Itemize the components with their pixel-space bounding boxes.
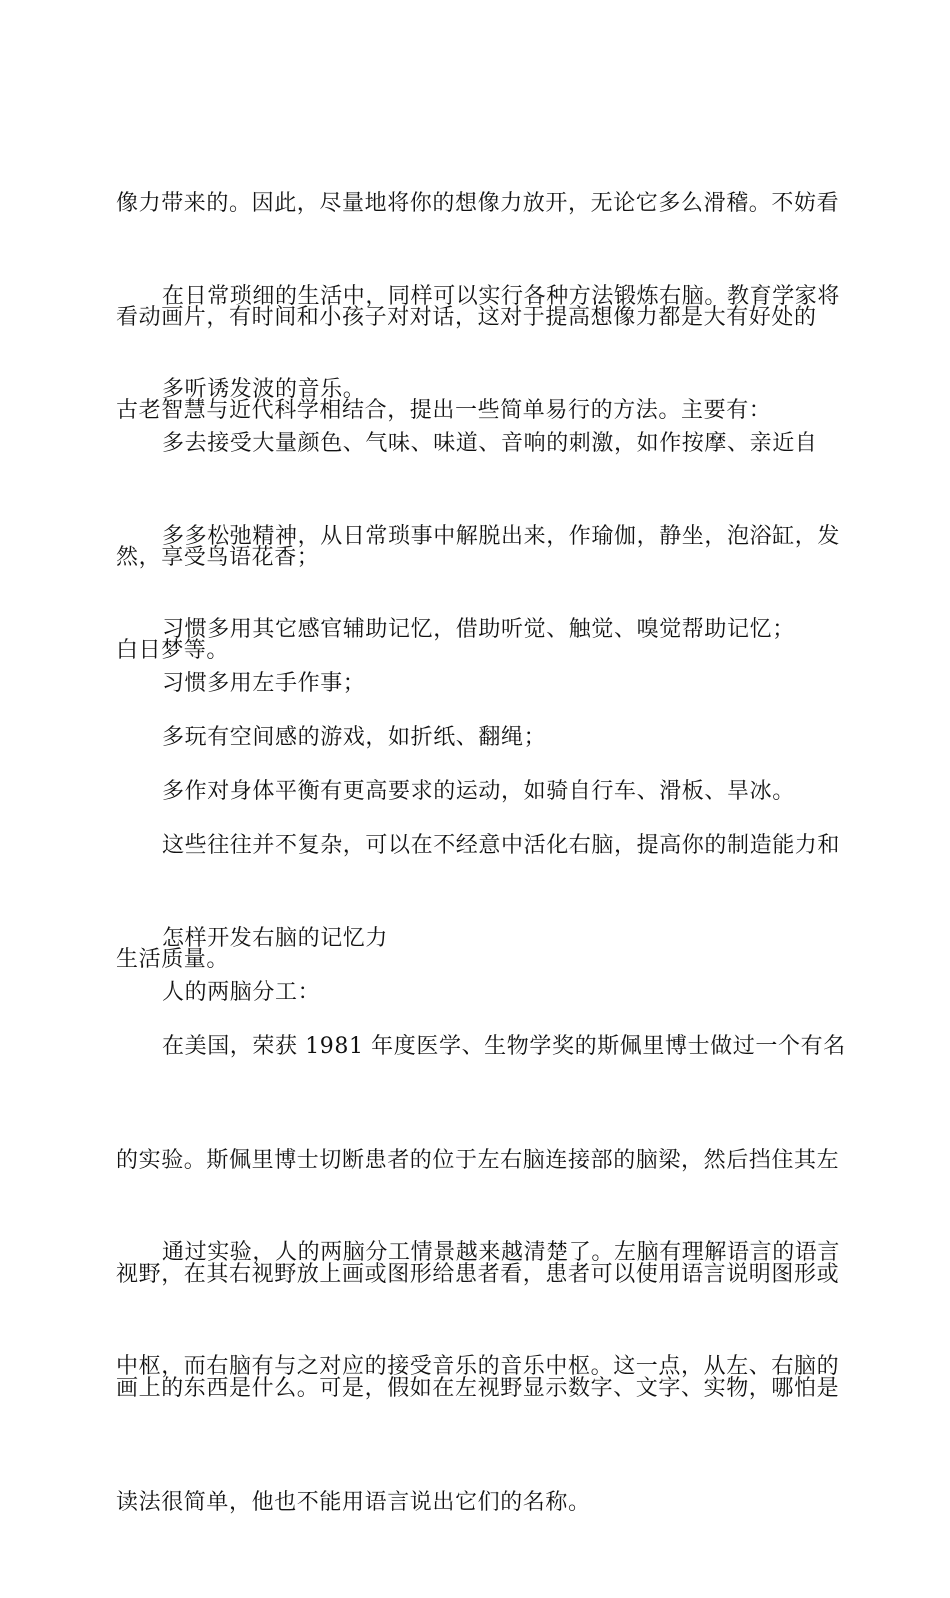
text-line: 的实验。斯佩里博士切断患者的位于左右脑连接部的脑梁，然后挡住其左	[116, 1148, 840, 1173]
text-line: 白日梦等。	[116, 638, 230, 663]
text-line: 这些往往并不复杂，可以在不经意中活化右脑，提高你的制造能力和	[162, 833, 841, 858]
text-line: 视野，在其右视野放上画或图形给患者看，患者可以使用语言说明图形或	[116, 1262, 840, 1287]
paragraph-brain-division-result	[116, 1158, 841, 1462]
text-line: 在日常琐细的生活中，同样可以实行各种方法锻炼右脑。教育学家将	[162, 284, 841, 309]
text-line: 多玩有空间感的游戏，如折纸、翻绳；	[162, 725, 547, 750]
text-line: 画上的东西是什么。可是，假如在左视野显示数字、文字、实物，哪怕是	[116, 1376, 840, 1401]
text-line: 多多松弛精神，从日常琐事中解脱出来，作瑜伽，静坐，泡浴缸，发	[162, 524, 841, 549]
text-line: 人的两脑分工：	[162, 980, 321, 1005]
text-line: 习惯多用左手作事；	[162, 671, 366, 696]
text-line: 古老智慧与近代科学相结合，提出一些简单易行的方法。主要有：	[116, 398, 772, 423]
text-line: 怎样开发右脑的记忆力	[162, 926, 389, 951]
text-line: 像力带来的。因此，尽量地将你的想像力放开，无论它多么滑稽。不妨看	[116, 191, 840, 216]
text-line: 通过实验，人的两脑分工情景越来越清楚了。左脑有理解语言的语言	[162, 1240, 841, 1265]
text-line: 然，享受鸟语花香；	[116, 545, 320, 570]
text-line: 看动画片，有时间和小孩子对对话，这对于提高想像力都是大有好处的	[116, 305, 817, 330]
text-line: 中枢，而右脑有与之对应的接受音乐的音乐中枢。这一点，从左、右脑的	[116, 1354, 840, 1379]
text-line: 习惯多用其它感官辅助记忆，借助听觉、触觉、嗅觉帮助记忆；	[162, 617, 795, 642]
text-line: 读法很简单，他也不能用语言说出它们的名称。	[116, 1490, 591, 1515]
text-line: 多去接受大量颜色、气味、味道、音响的刺激，如作按摩、亲近自	[162, 431, 818, 456]
text-line: 多作对身体平衡有更高要求的运动，如骑自行车、滑板、旱冰。	[162, 779, 795, 804]
text-line: 生活质量。	[116, 947, 230, 972]
text-line: 多听诱发波的音乐。	[162, 377, 366, 402]
text-line: 在美国，荣获 1981 年度医学、生物学奖的斯佩里博士做过一个有名	[162, 1034, 846, 1059]
